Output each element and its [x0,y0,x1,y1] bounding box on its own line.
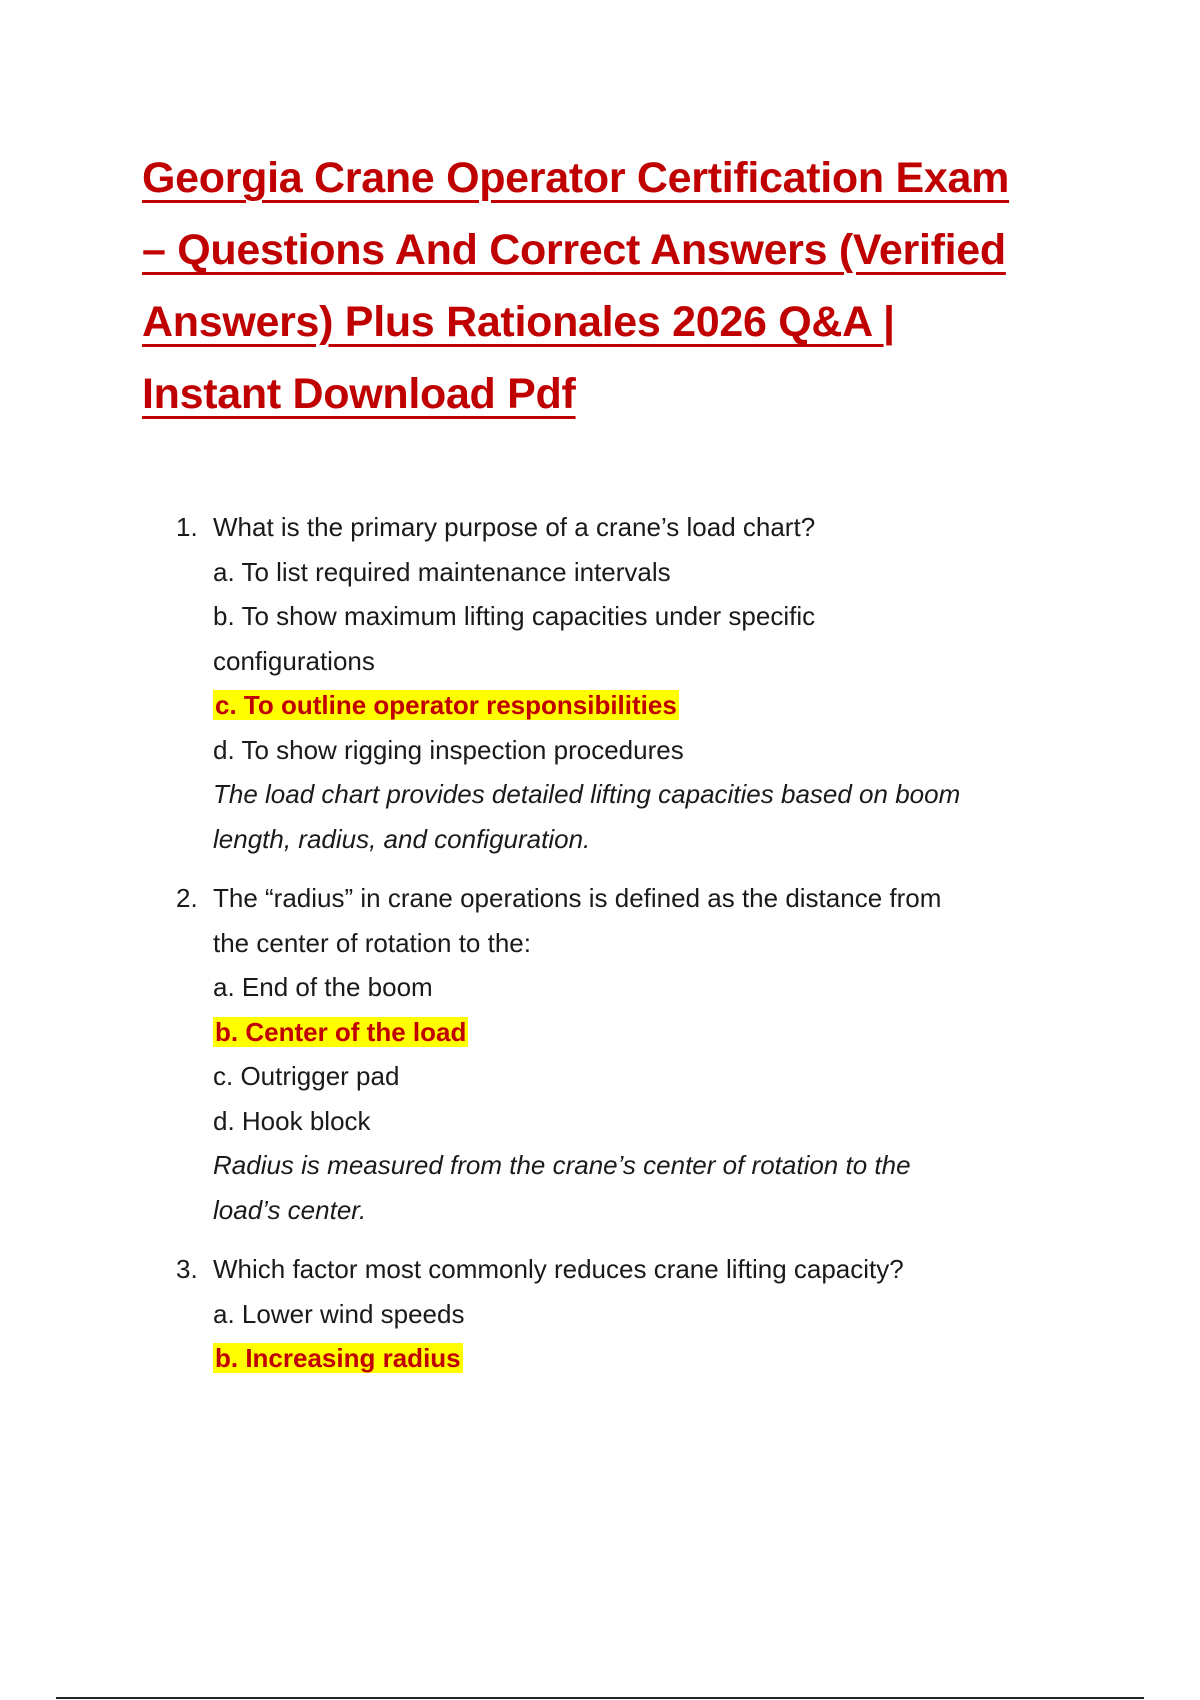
question-number: 2. [176,883,198,913]
rationale-text: Radius is measured from the crane’s center of rotation to the [213,1150,911,1180]
question-item [176,505,1056,861]
answer-option: d. To show rigging inspection procedures [213,734,684,765]
footer-divider [56,1697,1144,1699]
question-number: 3. [176,1254,198,1284]
correct-answer-text: b. Increasing radius [215,1343,461,1373]
answer-option: a. To list required maintenance intervals [213,556,671,587]
answer-option: a. End of the boom [213,972,433,1002]
answer-option: a. Lower wind speeds [213,1298,465,1329]
rationale-text: load’s center. [213,1194,367,1225]
correct-answer-option [213,1010,1056,1055]
question-item [176,1247,1056,1381]
rationale-text: The load chart provides detailed lifting capacities based on boom [213,779,961,809]
correct-answer-text: b. Center of the load [215,1016,467,1047]
question-text: Which factor most commonly reduces crane lifting capacity? [213,1254,904,1284]
question-text: The “radius” in crane operations is defined as the distance from [213,883,942,913]
question-item [176,876,1056,1232]
correct-answer-option [213,683,1056,728]
question-number: 1. [176,512,198,542]
document-title [142,142,1072,430]
question-text: the center of rotation to the: [213,927,531,958]
answer-option: c. Outrigger pad [213,1061,400,1091]
answer-option: configurations [213,645,375,676]
answer-option: d. Hook block [213,1105,371,1136]
title-line: – Questions And Correct Answers (Verified [142,226,1006,274]
title-line: Instant Download Pdf [142,370,576,418]
question-list [176,505,1056,1396]
title-line: Answers) Plus Rationales 2026 Q&A | [142,298,895,346]
correct-answer-text: c. To outline operator responsibilities [215,690,677,720]
answer-option: b. To show maximum lifting capacities under specific [213,601,816,631]
rationale-text: length, radius, and configuration. [213,823,591,854]
question-text: What is the primary purpose of a crane’s load chart? [213,512,816,542]
title-line: Georgia Crane Operator Certification Exam [142,154,1010,202]
correct-answer-option [213,1336,1056,1381]
